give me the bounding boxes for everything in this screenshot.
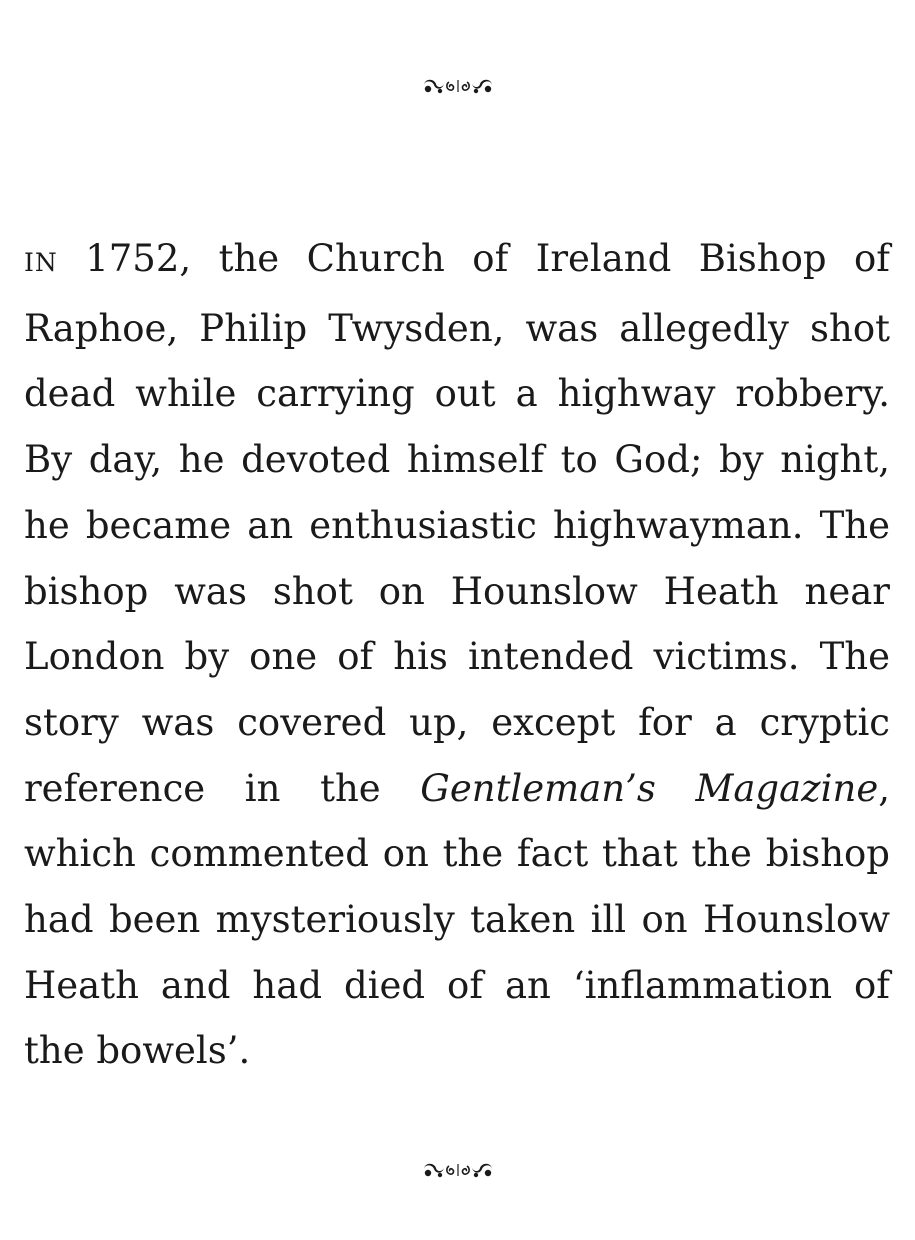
lead-in-smallcaps: IN [24,248,58,277]
bottom-ornament [0,1158,915,1182]
paragraph-text-part-1: 1752, the Church of Ireland Bishop of Raphoe, Philip Twysden, was allegedly shot dead while carrying out a highway robbery. By day, he devoted himself to God; by night, he became an enthusiastic highwayman. The bishop was shot on Hounslow Heath near London by one of his intended victims. The story was covered up, except for a cryptic reference in the [24,237,890,810]
body-paragraph [24,226,890,1084]
floral-ornament-icon [422,1160,494,1180]
top-ornament [0,74,915,98]
paragraph-text-part-2: , which commented on the fact that the bishop had been mysteriously taken ill on Hounslow Heath and had died of an ‘inflammation of the bowels’. [24,766,890,1073]
floral-ornament-icon [422,76,494,96]
publication-title: Gentleman’s Magazine [420,766,879,810]
